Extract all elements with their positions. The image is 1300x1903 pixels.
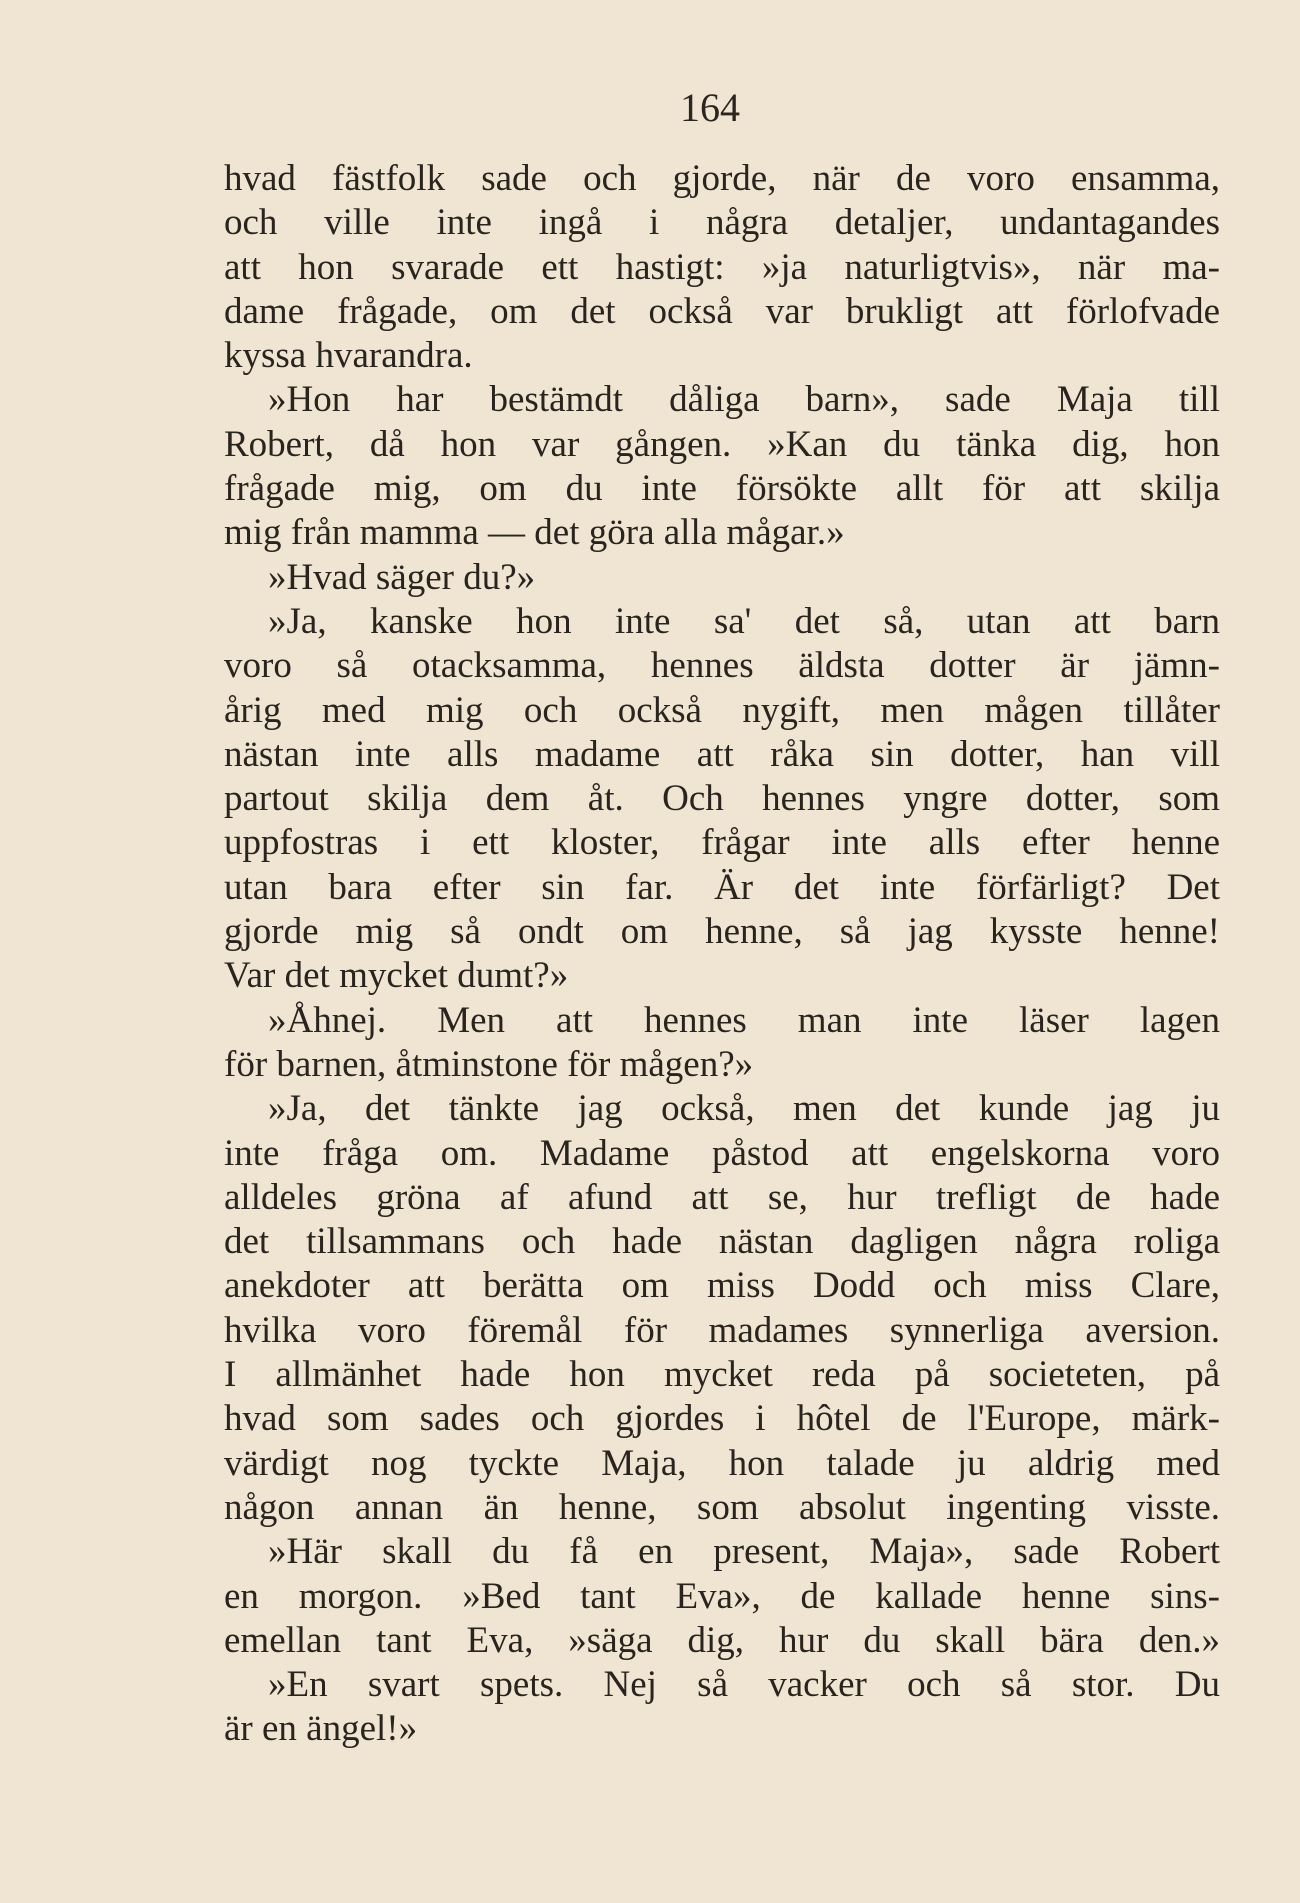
text-line: »Ja, kanske hon inte sa' det så, utan att barn (268, 600, 1220, 642)
body-text (224, 157, 1220, 1752)
text-line: är en ängel!» (224, 1708, 418, 1750)
text-line: Var det mycket dumt?» (224, 955, 569, 997)
text-line: »En svart spets. Nej så vacker och så stor. Du (268, 1664, 1220, 1706)
text-line: partout skilja dem åt. Och hennes yngre dotter, som (224, 778, 1220, 820)
text-line: »Åhnej. Men att hennes man inte läser lagen (268, 999, 1220, 1041)
text-line: alldeles gröna af afund att se, hur trefligt de hade (224, 1176, 1220, 1218)
text-line: emellan tant Eva, »säga dig, hur du skall bära den.» (224, 1619, 1220, 1661)
text-line: årig med mig och också nygift, men mågen tillåter (224, 689, 1220, 731)
text-line: det tillsammans och hade nästan dagligen några roliga (224, 1221, 1220, 1263)
text-line: hvilka voro föremål för madames synnerliga aversion. (224, 1309, 1220, 1351)
text-line: frågade mig, om du inte försökte allt för att skilja (224, 468, 1220, 510)
text-line: att hon svarade ett hastigt: »ja naturligtvis», när ma- (224, 246, 1220, 288)
text-line: mig från mamma — det göra alla mågar.» (224, 512, 845, 554)
text-line: dame frågade, om det också var brukligt att förlofvade (224, 290, 1220, 332)
text-line: en morgon. »Bed tant Eva», de kallade henne sins- (224, 1575, 1220, 1617)
text-line: »Hon har bestämdt dåliga barn», sade Maja till (268, 379, 1220, 421)
text-line: uppfostras i ett kloster, frågar inte alls efter henne (224, 822, 1220, 864)
text-line: »Ja, det tänkte jag också, men det kunde jag ju (268, 1088, 1220, 1130)
text-line: och ville inte ingå i några detaljer, undantagandes (224, 202, 1220, 244)
text-line: inte fråga om. Madame påstod att engelskorna voro (224, 1132, 1220, 1174)
text-line: utan bara efter sin far. Är det inte förfärligt? Det (224, 866, 1220, 908)
text-line: hvad som sades och gjordes i hôtel de l'Europe, märk- (224, 1398, 1220, 1440)
text-line: nästan inte alls madame att råka sin dotter, han vill (224, 733, 1220, 775)
text-line: värdigt nog tyckte Maja, hon talade ju aldrig med (224, 1442, 1220, 1484)
text-line: anekdoter att berätta om miss Dodd och miss Clare, (224, 1265, 1220, 1307)
text-line: I allmänhet hade hon mycket reda på societeten, på (224, 1354, 1220, 1396)
text-line: voro så otacksamma, hennes äldsta dotter är jämn- (224, 645, 1220, 687)
text-line: hvad fästfolk sade och gjorde, när de voro ensamma, (224, 158, 1220, 199)
text-line: kyssa hvarandra. (224, 335, 473, 377)
text-line: för barnen, åtminstone för mågen?» (224, 1043, 754, 1085)
text-line: »Hvad säger du?» (268, 556, 536, 598)
text-line: »Här skall du få en present, Maja», sade Robert (268, 1531, 1220, 1573)
text-line: Robert, då hon var gången. »Kan du tänka dig, hon (224, 423, 1220, 465)
text-line: gjorde mig så ondt om henne, så jag kysste henne! (224, 911, 1220, 953)
text-line: någon annan än henne, som absolut ingenting visste. (224, 1486, 1220, 1528)
page-number: 164 (680, 85, 740, 130)
